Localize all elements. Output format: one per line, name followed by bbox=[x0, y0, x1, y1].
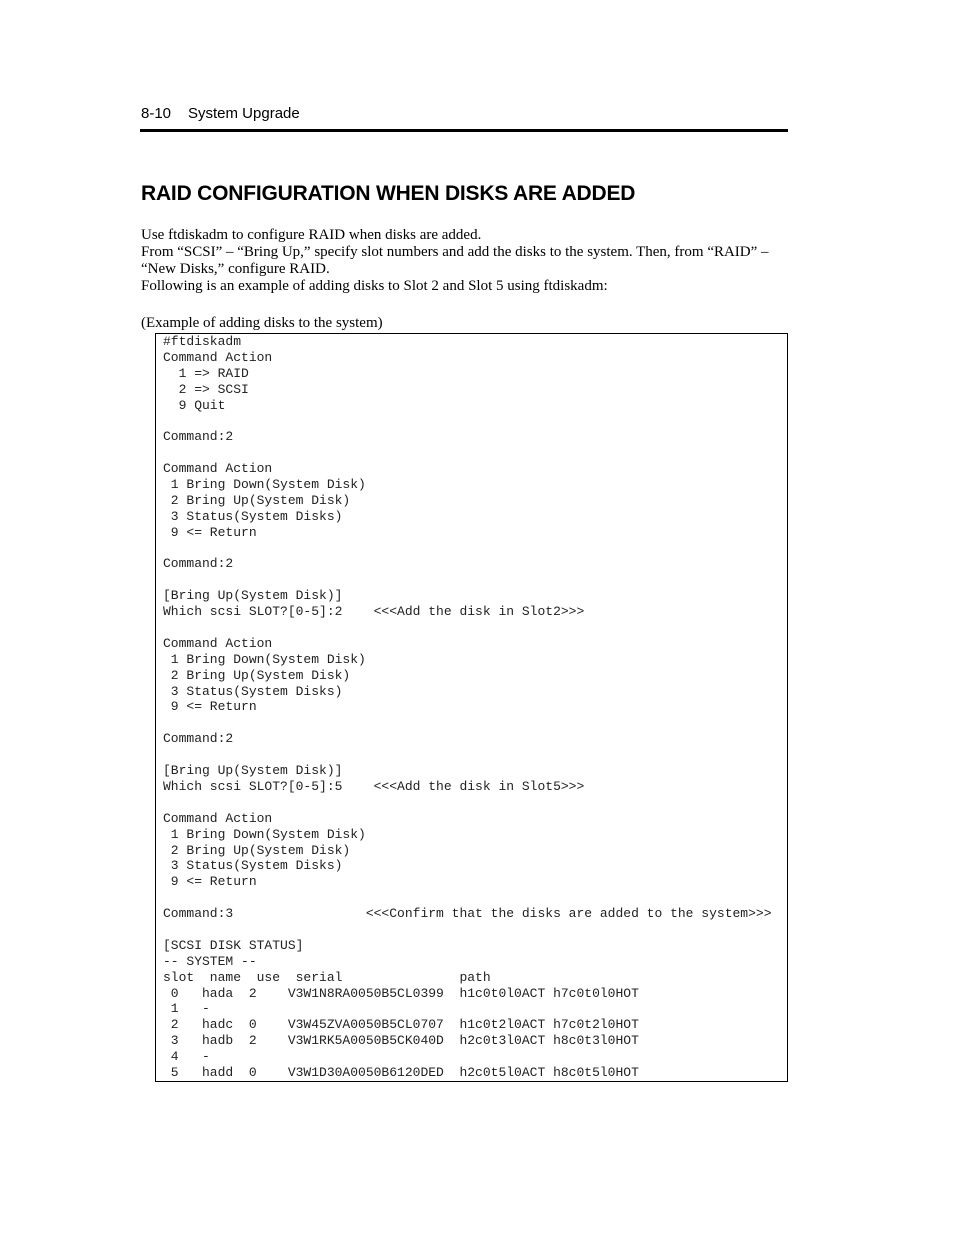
terminal-line: Which scsi SLOT?[0-5]:5 <<<Add the disk in Slot5>>> bbox=[163, 778, 585, 794]
terminal-line: 1 - bbox=[163, 1001, 210, 1017]
terminal-line: 2 hadc 0 V3W45ZVA0050B5CL0707 h1c0t2l0ACT h7c0t2l0HOT bbox=[163, 1017, 639, 1033]
terminal-line: 9 <= Return bbox=[163, 699, 257, 715]
section-title: RAID CONFIGURATION WHEN DISKS ARE ADDED bbox=[141, 182, 636, 205]
page-header bbox=[141, 105, 788, 129]
terminal-line: 1 => RAID bbox=[163, 365, 249, 381]
terminal-line: [Bring Up(System Disk)] bbox=[163, 588, 343, 604]
terminal-line bbox=[163, 795, 772, 811]
terminal-line: Command:2 bbox=[163, 556, 234, 572]
page-number: 8-10 bbox=[141, 105, 172, 122]
terminal-line: 3 Status(System Disks) bbox=[163, 683, 343, 699]
terminal-line: 1 Bring Down(System Disk) bbox=[163, 651, 366, 667]
terminal-line: 9 <= Return bbox=[163, 524, 257, 540]
terminal-line: 2 Bring Up(System Disk) bbox=[163, 842, 351, 858]
terminal-line: [SCSI DISK STATUS] bbox=[163, 937, 304, 953]
terminal-line bbox=[163, 620, 772, 636]
terminal-line: 0 hada 2 V3W1N8RA0050B5CL0399 h1c0t0l0ACT h7c0t0l0HOT bbox=[163, 985, 639, 1001]
terminal-line: 3 Status(System Disks) bbox=[163, 508, 343, 524]
terminal-line: 2 => SCSI bbox=[163, 381, 249, 397]
terminal-line: 3 Status(System Disks) bbox=[163, 858, 343, 874]
terminal-line: 2 Bring Up(System Disk) bbox=[163, 492, 351, 508]
terminal-line: Command Action bbox=[163, 810, 273, 826]
terminal-line: 9 Quit bbox=[163, 397, 226, 413]
terminal-line bbox=[163, 541, 772, 557]
paragraph: Following is an example of adding disks to Slot 2 and Slot 5 using ftdiskadm: bbox=[141, 278, 608, 294]
terminal-line: 3 hadb 2 V3W1RK5A0050B5CK040D h2c0t3l0ACT h8c0t3l0HOT bbox=[163, 1033, 639, 1049]
terminal-line: 1 Bring Down(System Disk) bbox=[163, 826, 366, 842]
terminal-line: Command:2 bbox=[163, 731, 234, 747]
chapter-title: System Upgrade bbox=[188, 105, 300, 122]
terminal-line: Command:2 bbox=[163, 429, 234, 445]
header-rule bbox=[140, 129, 788, 132]
example-caption: (Example of adding disks to the system) bbox=[141, 315, 383, 331]
terminal-line: -- SYSTEM -- bbox=[163, 953, 257, 969]
terminal-line bbox=[163, 445, 772, 461]
terminal-line: 4 - bbox=[163, 1049, 210, 1065]
terminal-line: Which scsi SLOT?[0-5]:2 <<<Add the disk in Slot2>>> bbox=[163, 604, 585, 620]
terminal-line: Command Action bbox=[163, 349, 273, 365]
paragraph: From “SCSI” – “Bring Up,” specify slot numbers and add the disks to the system. Then, from “RAID” – “New Disks,” configure RAID. bbox=[141, 244, 769, 277]
terminal-line: 5 hadd 0 V3W1D30A0050B6120DED h2c0t5l0ACT h8c0t5l0HOT bbox=[163, 1064, 639, 1080]
terminal-line: 2 Bring Up(System Disk) bbox=[163, 667, 351, 683]
terminal-line: #ftdiskadm bbox=[163, 334, 242, 349]
terminal-line: 1 Bring Down(System Disk) bbox=[163, 477, 366, 493]
terminal-line: [Bring Up(System Disk)] bbox=[163, 763, 343, 779]
terminal-line bbox=[163, 922, 772, 938]
paragraph: Use ftdiskadm to configure RAID when disks are added. bbox=[141, 227, 482, 243]
terminal-line: Command:3 <<<Confirm that the disks are added to the system>>> bbox=[163, 906, 772, 922]
terminal-line: Command Action bbox=[163, 635, 273, 651]
terminal-line bbox=[163, 572, 772, 588]
terminal-line bbox=[163, 747, 772, 763]
terminal-output bbox=[163, 334, 772, 1081]
terminal-line: 9 <= Return bbox=[163, 874, 257, 890]
terminal-line bbox=[163, 715, 772, 731]
terminal-example-box bbox=[155, 333, 788, 1082]
terminal-line bbox=[163, 890, 772, 906]
terminal-line bbox=[163, 413, 772, 429]
terminal-line: slot name use serial path bbox=[163, 969, 491, 985]
terminal-line: Command Action bbox=[163, 461, 273, 477]
body-text bbox=[141, 227, 791, 295]
